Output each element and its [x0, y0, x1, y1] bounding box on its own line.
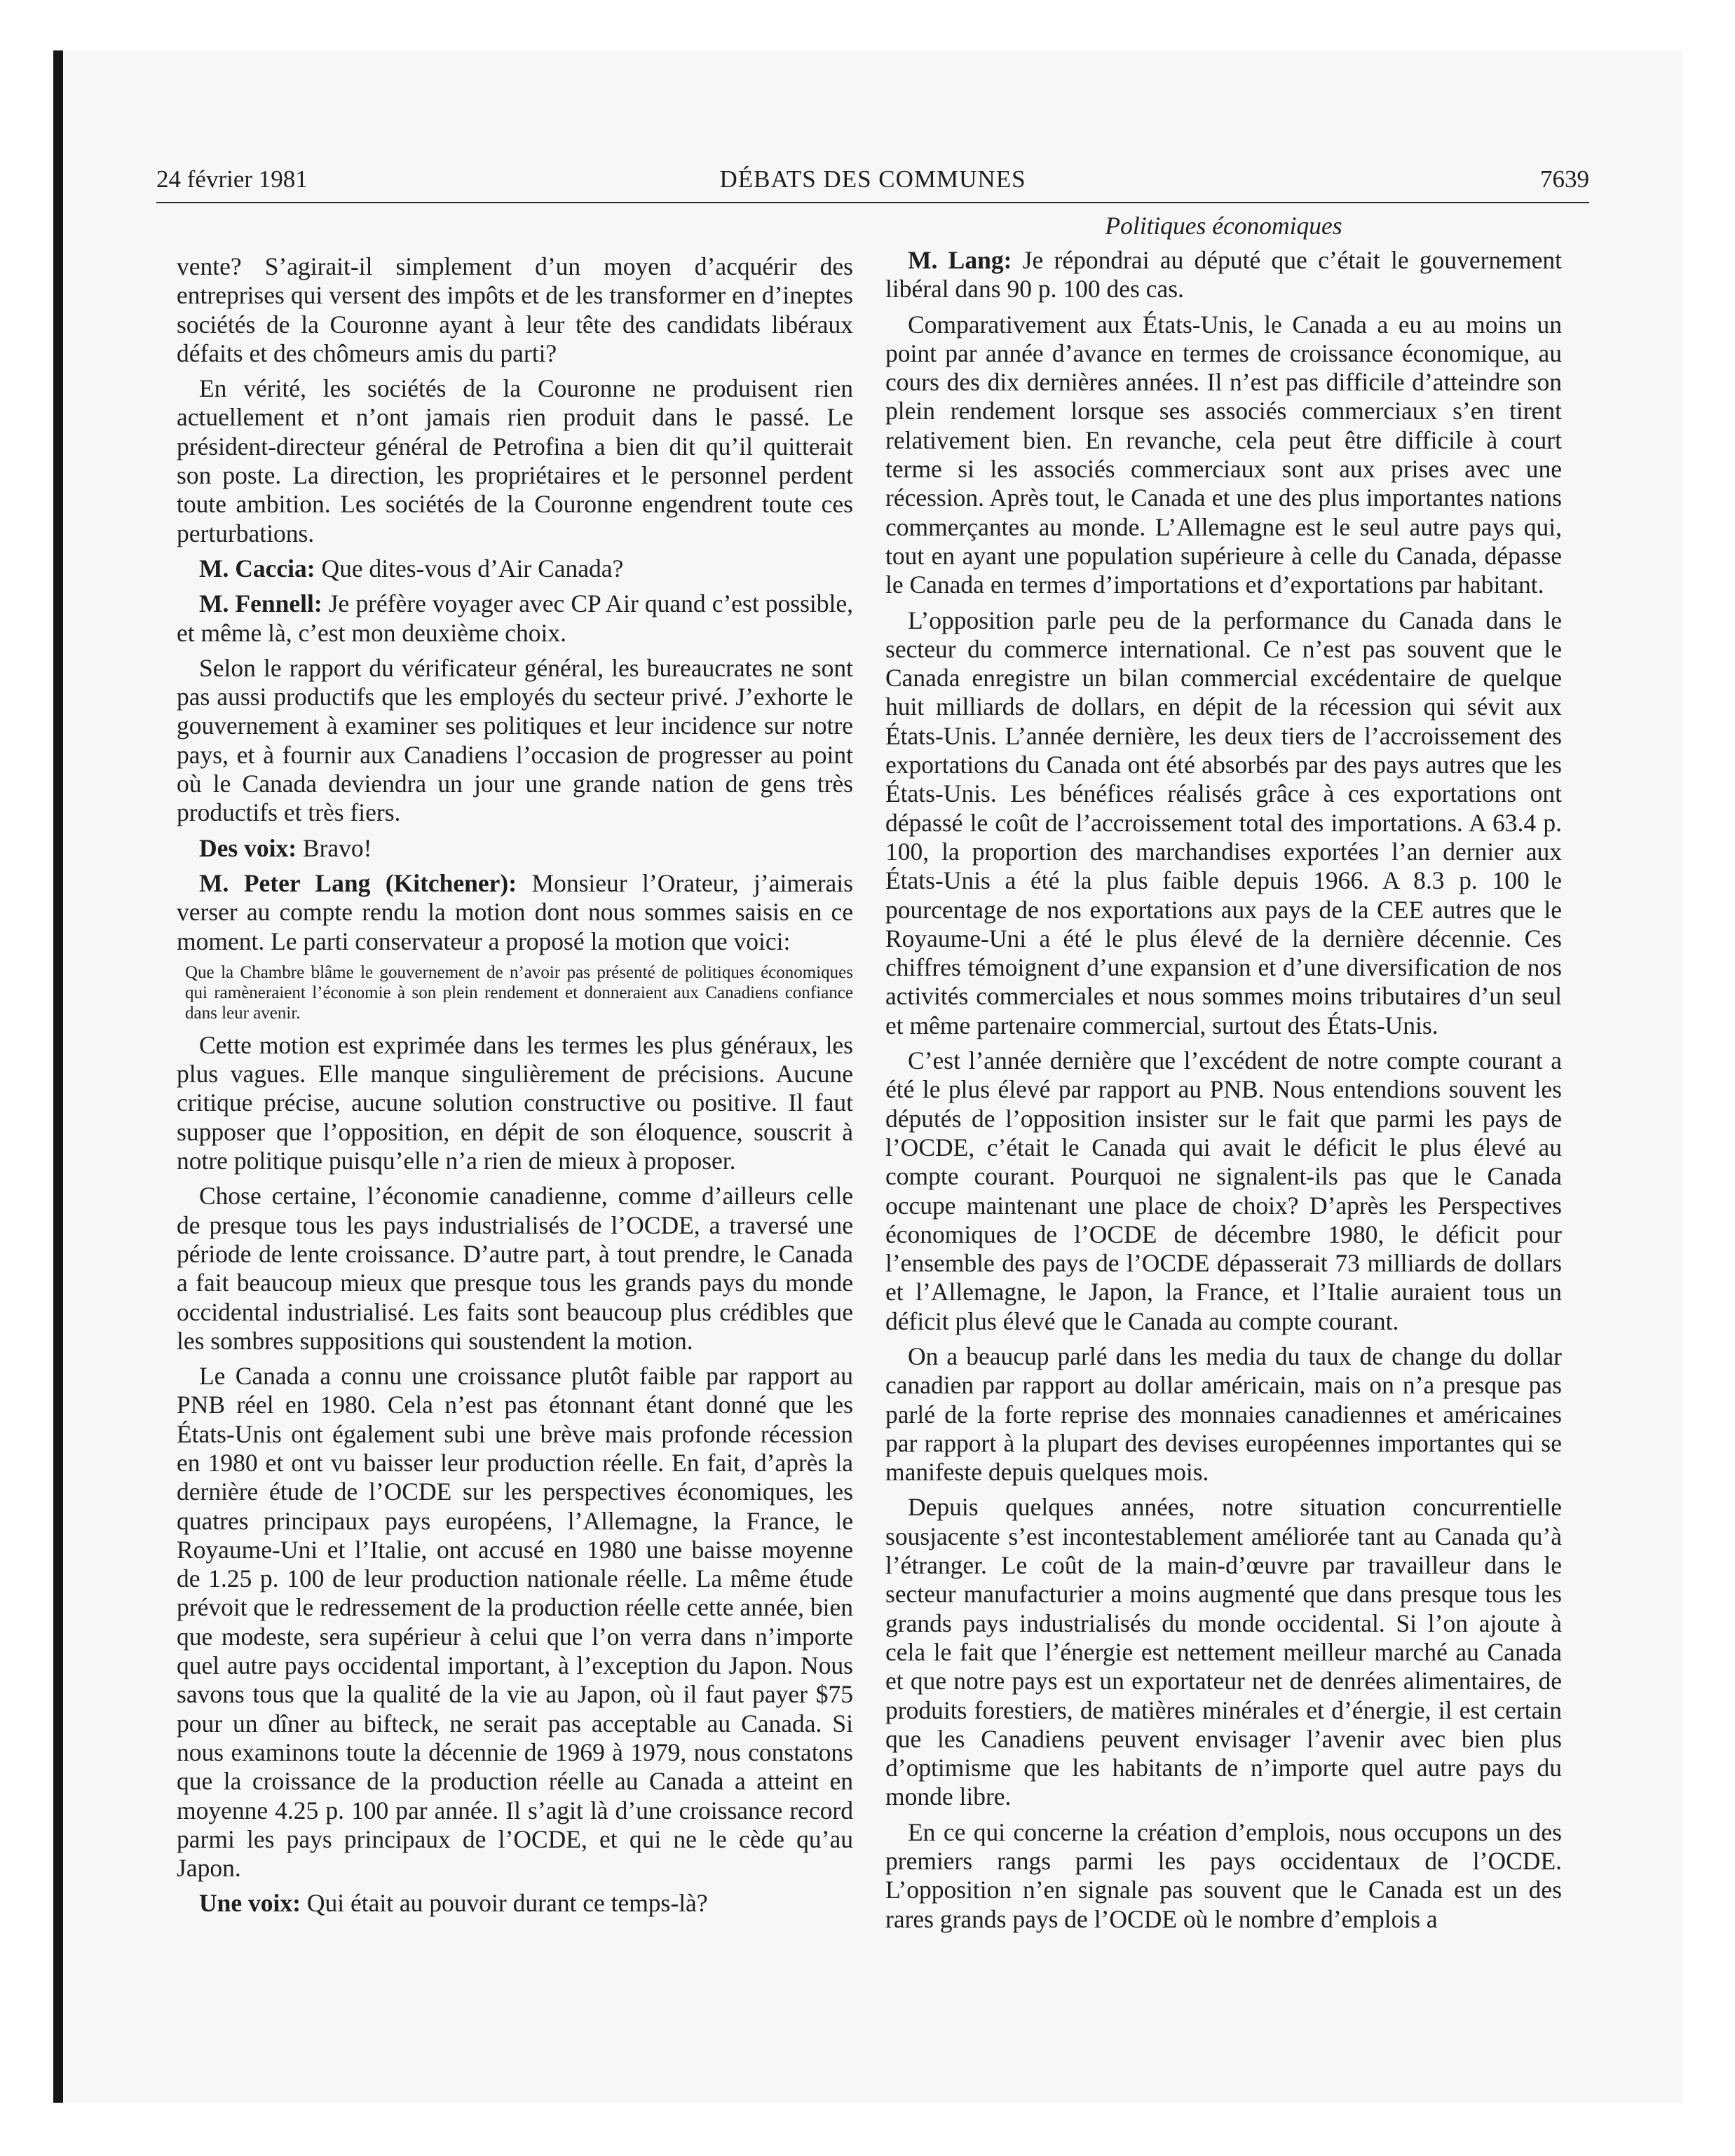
page-number: 7639	[1540, 165, 1589, 193]
speech-paragraph	[177, 554, 853, 583]
speech-paragraph	[177, 834, 853, 863]
speaker-name: Des voix:	[199, 833, 297, 862]
paragraph: En ce qui concerne la création d’emplois, nous occupons un des premiers rangs parmi les pays occidentaux de l’OCDE. L’opposition n’en signale pas souvent que le Canada est un des rares grands pays de l’OCDE où le nombre d’emplois a	[885, 1817, 1562, 1933]
paragraph: On a beaucup parlé dans les media du taux de change du dollar canadien par rapport au dollar américain, mais on n’a presque pas parlé de la forte reprise des monnaies canadiennes et américaines par rapport à la plupart des devises européennes importantes qui se manifeste depuis quelques mois.	[885, 1342, 1562, 1487]
speaker-name: M. Caccia:	[199, 554, 315, 582]
running-header	[156, 158, 1589, 200]
section-title: Politiques économiques	[1105, 212, 1342, 240]
paragraph: vente? S’agirait-il simplement d’un moyen d’acquérir des entreprises qui versent des impôts et de les transformer en d’ineptes sociétés de la Couronne ayant à leur tête des candidats libéraux défaits et des chômeurs amis du parti?	[177, 252, 853, 367]
binding-edge	[53, 50, 63, 2103]
speech-paragraph	[177, 1889, 853, 1918]
paragraph: Chose certaine, l’économie canadienne, comme d’ailleurs celle de presque tous les pays industrialisés de l’OCDE, a traversé une période de lente croissance. D’autre part, à tout prendre, le Canada a fait beaucoup mieux que presque tous les grands pays du monde occidental industrialisé. Les faits sont beaucoup plus crédibles que les sombres suppositions qui soustendent la motion.	[177, 1182, 853, 1355]
header-date: 24 février 1981	[156, 165, 308, 193]
speech-paragraph	[177, 869, 853, 956]
paragraph: Selon le rapport du vérificateur général, les bureaucrates ne sont pas aussi productifs que les employés du secteur privé. J’exhorte le gouvernement à examiner ses politiques et leur incidence sur notre pays, et à fournir aux Canadiens l’occasion de progresser au point où le Canada deviendra un jour une grande nation de gens très productifs et très fiers.	[177, 653, 853, 827]
speaker-name: M. Peter Lang (Kitchener):	[199, 868, 517, 897]
paragraph: C’est l’année dernière que l’excédent de notre compte courant a été le plus élevé par rapport au PNB. Nous entendions souvent les députés de l’opposition insister sur le fait que parmi les pays de l’OCDE, c’était le Canada qui avait le déficit le plus élevé au compte courant. Pourquoi ne signalent-ils pas que le Canada occupe maintenant une place de choix? D’après les Perspectives économiques de l’OCDE de décembre 1980, le déficit pour l’ensemble des pays de l’OCDE dépasserait 73 milliards de dollars et l’Allemagne, le Japon, la France, et l’Italie auraient tous un déficit plus élevé que le Canada au compte courant.	[885, 1046, 1562, 1335]
right-column	[885, 210, 1562, 1940]
speech-text: Monsieur l’Orateur, j’aimerais verser au compte rendu la motion dont nous sommes saisis en ce moment. Le parti conservateur a proposé la motion que voici:	[177, 868, 853, 955]
motion-quote: Que la Chambre blâme le gouvernement de n’avoir pas présenté de politiques économiques qui ramèneraient l’économie à son plein rendement et donneraient aux Canadiens confiance dans leur avenir.	[185, 962, 853, 1023]
speech-text: Qui était au pouvoir durant ce temps-là?	[300, 1889, 708, 1918]
speaker-name: Une voix:	[199, 1889, 301, 1918]
left-column	[177, 252, 853, 1925]
header-title: DÉBATS DES COMMUNES	[719, 165, 1026, 193]
speech-text: Que dites-vous d’Air Canada?	[315, 554, 624, 582]
speech-paragraph	[885, 246, 1562, 304]
speech-text: Je répondrai au député que c’était le gouvernement libéral dans 90 p. 100 des cas.	[885, 246, 1562, 303]
speech-text: Je préfère voyager avec CP Air quand c’est possible, et même là, c’est mon deuxième choix.	[177, 589, 853, 647]
speech-text: Bravo!	[297, 833, 372, 862]
speech-paragraph	[177, 589, 853, 648]
header-rule	[156, 202, 1589, 203]
speaker-name: M. Lang:	[908, 246, 1012, 274]
speaker-name: M. Fennell:	[199, 589, 322, 618]
paragraph: L’opposition parle peu de la performance du Canada dans le secteur du commerce international. Ce n’est pas souvent que le Canada enregistre un bilan commercial excédentaire de quelque huit milliards de dollars, en dépit de la récession qui sévit aux États-Unis. L’année dernière, les deux tiers de l’accroissement des exportations du Canada ont été absorbés par des pays autres que les États-Unis. Les bénéfices réalisés grâce à ces exportations ont dépassé le coût de l’accroissement total des importations. A 63.4 p. 100, la proportion des marchandises exportées l’an dernier aux États-Unis a été la plus faible depuis 1966. A 8.3 p. 100 le pourcentage de nos exportations aux pays de la CEE autres que le Royaume-Uni a été le plus élevé de la dernière décennie. Ces chiffres témoignent d’une expansion et d’une diversification de nos activités commerciales et nous sommes moins tributaires d’un seul et même partenaire commercial, surtout des États-Unis.	[885, 606, 1562, 1039]
paragraph: En vérité, les sociétés de la Couronne ne produisent rien actuellement et n’ont jamais rien produit dans le passé. Le président-directeur général de Petrofina a bien dit qu’il quitterait son poste. La direction, les propriétaires et le personnel perdent toute ambition. Les sociétés de la Couronne engendrent toute ces perturbations.	[177, 374, 853, 547]
paragraph: Depuis quelques années, notre situation concurrentielle sousjacente s’est incontestablement améliorée tant au Canada qu’à l’étranger. Le coût de la main-d’œuvre par travailleur dans le secteur manufacturier a moins augmenté que dans presque tous les grands pays industrialisés du monde occidental. Si l’on ajoute à cela le fait que l’énergie est nettement meilleur marché au Canada et que notre pays est un exportateur net de denrées alimentaires, de produits forestiers, de matières minérales et d’énergie, il est certain que les Canadiens peuvent envisager l’avenir avec bien plus d’optimisme que les habitants de n’importe quel autre pays du monde libre.	[885, 1493, 1562, 1811]
paragraph: Cette motion est exprimée dans les termes les plus généraux, les plus vagues. Elle manque singulièrement de précisions. Aucune critique précise, aucune solution constructive ou positive. Il faut supposer que l’opposition, en dépit de son éloquence, souscrit à notre politique puisqu’elle n’a rien de mieux à proposer.	[177, 1030, 853, 1175]
paragraph: Le Canada a connu une croissance plutôt faible par rapport au PNB réel en 1980. Cela n’est pas étonnant étant donné que les États-Unis ont également subi une brève mais profonde récession en 1980 et ont vu baisser leur production réelle. En fait, d’après la dernière étude de l’OCDE sur les perspectives économiques, les quatres principaux pays européens, l’Allemagne, la France, le Royaume-Uni et l’Italie, ont accusé en 1980 une baisse moyenne de 1.25 p. 100 de leur production nationale réelle. La même étude prévoit que le redressement de la production réelle cette année, bien que modeste, sera supérieur à celui que l’on verra dans n’importe quel autre pays occidental important, à l’exception du Japon. Nous savons tous que la qualité de la vie au Japon, où il faut payer $75 pour un dîner au bifteck, ne serait pas acceptable au Canada. Si nous examinons toute la décennie de 1969 à 1979, nous constatons que la croissance de la production réelle au Canada a atteint en moyenne 4.25 p. 100 par année. Il s’agit là d’une croissance record parmi les pays principaux de l’OCDE, et qui ne le cède qu’au Japon.	[177, 1362, 853, 1883]
paragraph: Comparativement aux États-Unis, le Canada a eu au moins un point par année d’avance en termes de croissance économique, au cours des dix dernières années. Il n’est pas difficile d’atteindre son plein rendement lorsque ses associés commerciaux s’en tirent relativement bien. En revanche, cela peut être difficile à court terme si les associés commerciaux sont aux prises avec une récession. Après tout, le Canada et une des plus importantes nations commerçantes au monde. L’Allemagne est le seul autre pays qui, tout en ayant une population supérieure à celle du Canada, dépasse le Canada en termes d’importations et d’exportations par habitant.	[885, 310, 1562, 599]
